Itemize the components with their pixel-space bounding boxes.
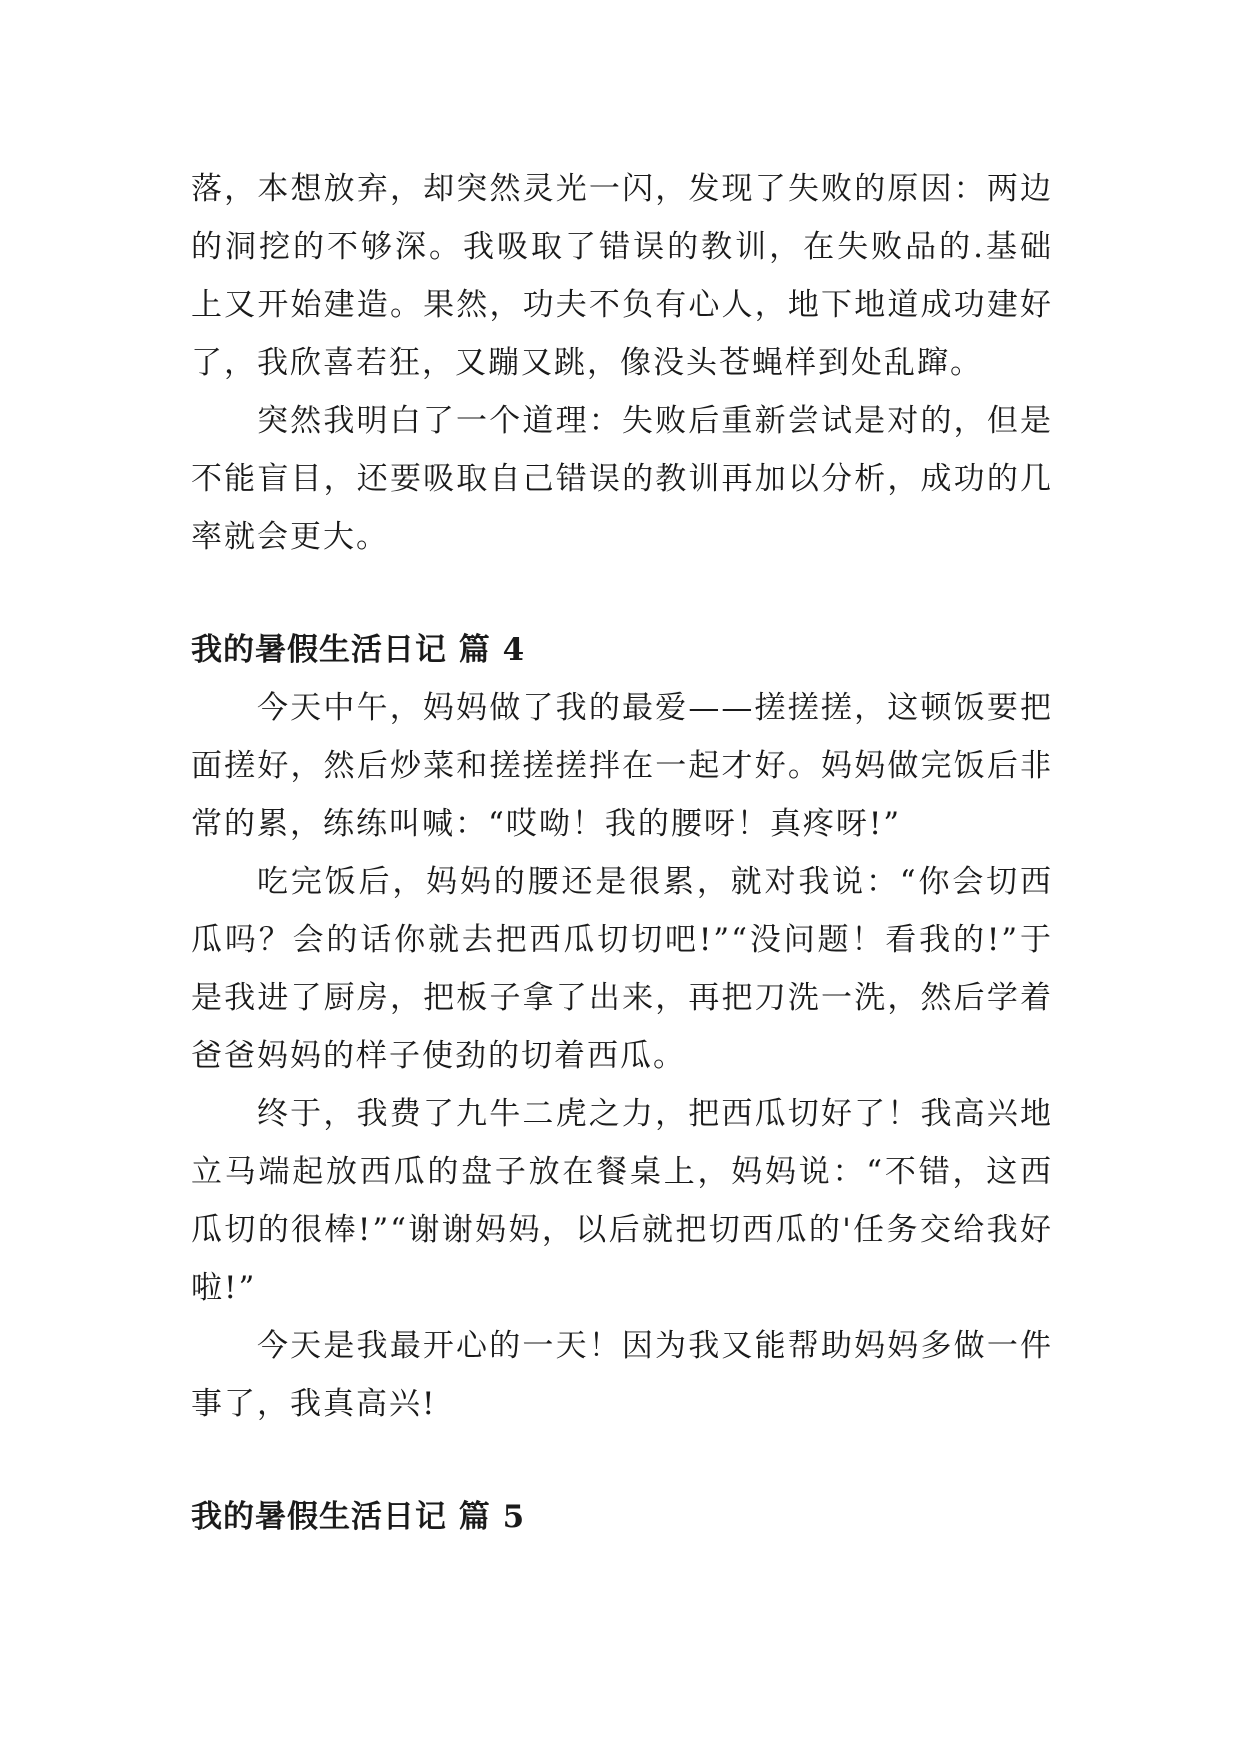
paragraph: 落，本想放弃，却突然灵光一闪，发现了失败的原因：两边的洞挖的不够深。我吸取了错误的教训，在失败品的.基础上又开始建造。果然，功夫不负有心人，地下地道成功建好了，我欣喜若狂，又蹦又跳，像没头苍蝇样到处乱蹿。 xyxy=(191,171,1053,381)
section-title: 我的暑假生活日记 篇 5 xyxy=(191,1499,526,1535)
section-spacer xyxy=(191,1433,1053,1488)
document-body xyxy=(191,160,1053,1546)
paragraph: 今天中午，妈妈做了我的最爱——搓搓搓，这顿饭要把面搓好，然后炒菜和搓搓搓拌在一起才好。妈妈做完饭后非常的累，练练叫喊：“哎呦！我的腰呀！真疼呀!” xyxy=(191,690,1053,842)
paragraph: 突然我明白了一个道理：失败后重新尝试是对的，但是不能盲目，还要吸取自己错误的教训再加以分析，成功的几率就会更大。 xyxy=(191,403,1053,555)
section-spacer xyxy=(191,566,1053,621)
paragraph: 终于，我费了九牛二虎之力，把西瓜切好了！我高兴地立马端起放西瓜的盘子放在餐桌上，妈妈说：“不错，这西瓜切的很棒!”“谢谢妈妈，以后就把切西瓜的'任务交给我好啦!” xyxy=(191,1096,1053,1306)
paragraph: 今天是我最开心的一天！因为我又能帮助妈妈多做一件事了，我真高兴! xyxy=(191,1328,1053,1422)
paragraph: 吃完饭后，妈妈的腰还是很累，就对我说：“你会切西瓜吗？会的话你就去把西瓜切切吧!”“没问题！看我的!”于是我进了厨房，把板子拿了出来，再把刀洗一洗，然后学着爸爸妈妈的样子使劲的切着西瓜。 xyxy=(191,864,1053,1074)
section-title: 我的暑假生活日记 篇 4 xyxy=(191,632,526,668)
